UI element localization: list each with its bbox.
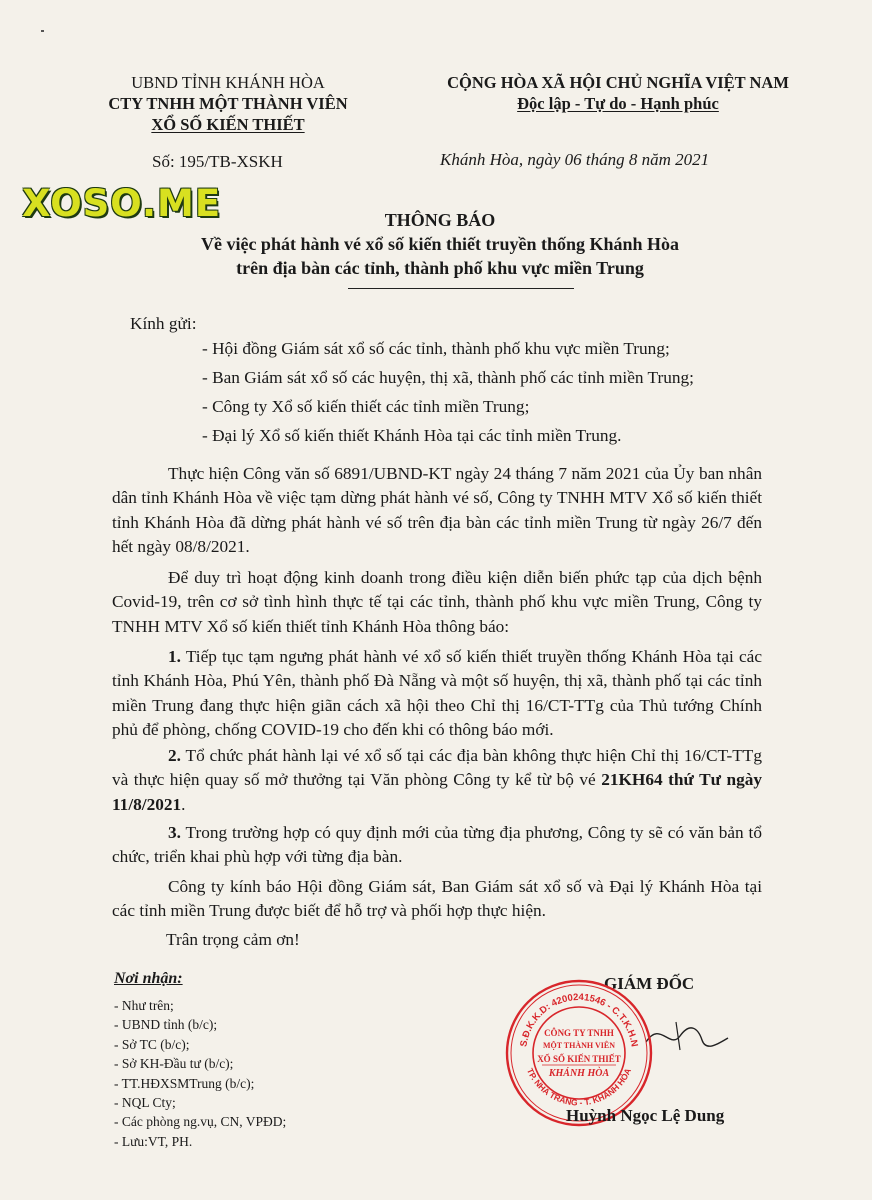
recipient-item: - Công ty Xổ số kiến thiết các tỉnh miền Trung; (202, 397, 530, 416)
notice-title: THÔNG BÁO (384, 210, 496, 230)
item-2-bold-text: 21KH64 thứ Tư ngày 11/8/2021 (112, 770, 762, 814)
item-2-number: 2. (168, 746, 181, 765)
item-2-text: Tổ chức phát hành lại vé xổ số tại các địa bàn không thực hiện Chỉ thị 16/CT-TTg và thực hiện quay số mở thưởng tại Văn phòng Công ty kể từ bộ vé (112, 746, 762, 790)
list-item: - Lưu:VT, PH. (114, 1133, 193, 1149)
seal-center-line-2: MỘT THÀNH VIÊN (542, 1041, 616, 1050)
item-1 (112, 645, 762, 743)
notice-subtitle-1: Về việc phát hành vé xổ số kiến thiết truyền thống Khánh Hòa (200, 234, 680, 254)
item-2 (112, 744, 762, 817)
recipient-item: - Hội đồng Giám sát xổ số các tỉnh, thành phố khu vực miền Trung; (202, 339, 670, 358)
seal-bottom-ring-text-path: TP. NHA TRANG - T. KHÁNH HÒA (524, 1066, 634, 1108)
list-item: - Các phòng ng.vụ, CN, VPĐD; (114, 1114, 287, 1130)
item-3-number: 3. (168, 823, 181, 842)
issuer-line-1: UBND TỈNH KHÁNH HÒA (131, 73, 325, 92)
thanks-line: Trân trọng cảm ơn! (166, 930, 300, 949)
seal-center-line-1: CÔNG TY TNHH (544, 1028, 614, 1038)
seal-ring-text-path: S.Đ.K.K.D: 4200241546 - C.T.K.H.N (518, 991, 640, 1048)
item-2-end: . (181, 794, 186, 814)
recipients-label: Nơi nhận: (114, 970, 183, 987)
recipients-list (114, 996, 286, 1151)
issuer-line-3-text: XỔ SỐ KIẾN THIẾT (151, 115, 305, 134)
closing-paragraph: Công ty kính báo Hội đồng Giám sát, Ban Giám sát xổ số và Đại lý Khánh Hòa tại các tỉnh miền Trung được biết để hỗ trợ và phối hợp thực hiện. (112, 877, 762, 921)
national-motto-block (408, 72, 828, 114)
notice-title-block (60, 208, 820, 280)
item-1-text: Tiếp tục tạm ngưng phát hành vé xổ số kiến thiết truyền thống Khánh Hòa tại các tỉnh Khánh Hòa, Phú Yên, thành phố Đà Nẵng và một số huyện, thị xã, thành phố tại các tỉnh miền Trung đang thực hiện giãn cách xã hội theo Chỉ thị 16/CT-TTg của Thủ tướng Chính phủ để phòng, chống COVID-19 cho đến khi có thông báo mới. (112, 647, 762, 740)
document-date: Khánh Hòa, ngày 06 tháng 8 năm 2021 (440, 150, 710, 169)
paragraph-2: Để duy trì hoạt động kinh doanh trong điều kiện diễn biến phức tạp của dịch bệnh Covid-19, trên cơ sở tình hình thực tế tại các tỉnh, thành phố khu vực miền Trung, Công ty TNHH MTV Xổ số kiến thiết tỉnh Khánh Hòa thông báo: (112, 568, 762, 636)
recipient-item: - Ban Giám sát xổ số các huyện, thị xã, thành phố các tỉnh miền Trung; (202, 368, 694, 387)
republic-name: CỘNG HÒA XÃ HỘI CHỦ NGHĨA VIỆT NAM (447, 73, 789, 92)
item-3 (112, 821, 762, 870)
issuer-block (88, 72, 368, 135)
motto-line (408, 93, 828, 114)
motto-text: Độc lập - Tự do - Hạnh phúc (517, 94, 719, 113)
greeting: Kính gửi: (130, 314, 197, 333)
seal-center-line-3: XỔ SỐ KIẾN THIẾT (537, 1054, 621, 1064)
list-item: - TT.HĐXSMTrung (b/c); (114, 1075, 255, 1091)
paragraph-1: Thực hiện Công văn số 6891/UBND-KT ngày 24 tháng 7 năm 2021 của Ủy ban nhân dân tỉnh Khánh Hòa về việc tạm dừng phát hành vé số, Công ty TNHH MTV Xổ số kiến thiết tỉnh Khánh Hòa đã dừng phát hành vé số trên địa bàn các tỉnh miền Trung từ ngày 26/7 đến hết ngày 08/8/2021. (112, 464, 762, 557)
watermark-logo: XOSO.ME (22, 182, 222, 225)
signer-name: Huỳnh Ngọc Lệ Dung (566, 1106, 725, 1125)
list-item: - Như trên; (114, 998, 174, 1013)
issuer-line-2: CTY TNHH MỘT THÀNH VIÊN (108, 94, 348, 113)
list-item: - NQL Cty; (114, 1095, 176, 1111)
item-1-number: 1. (168, 647, 181, 666)
list-item: - Sở TC (b/c); (114, 1036, 190, 1052)
seal-center-line-4: KHÁNH HÒA (548, 1068, 610, 1079)
recipient-item: - Đại lý Xổ số kiến thiết Khánh Hòa tại các tỉnh miền Trung. (202, 426, 622, 445)
document-number: Số: 195/TB-XSKH (152, 152, 283, 171)
issuer-line-3 (88, 114, 368, 135)
item-3-text: Trong trường hợp có quy định mới của từng địa phương, Công ty sẽ có văn bản tổ chức, triển khai phù hợp với từng địa bàn. (112, 823, 762, 867)
title-divider (348, 288, 574, 289)
scan-speck (41, 30, 44, 32)
signer-title: GIÁM ĐỐC (604, 974, 695, 993)
notice-subtitle-2: trên địa bàn các tỉnh, thành phố khu vực miền Trung (236, 258, 644, 278)
list-item: - Sở KH-Đầu tư (b/c); (114, 1056, 234, 1072)
list-item: - UBND tỉnh (b/c); (114, 1017, 218, 1033)
